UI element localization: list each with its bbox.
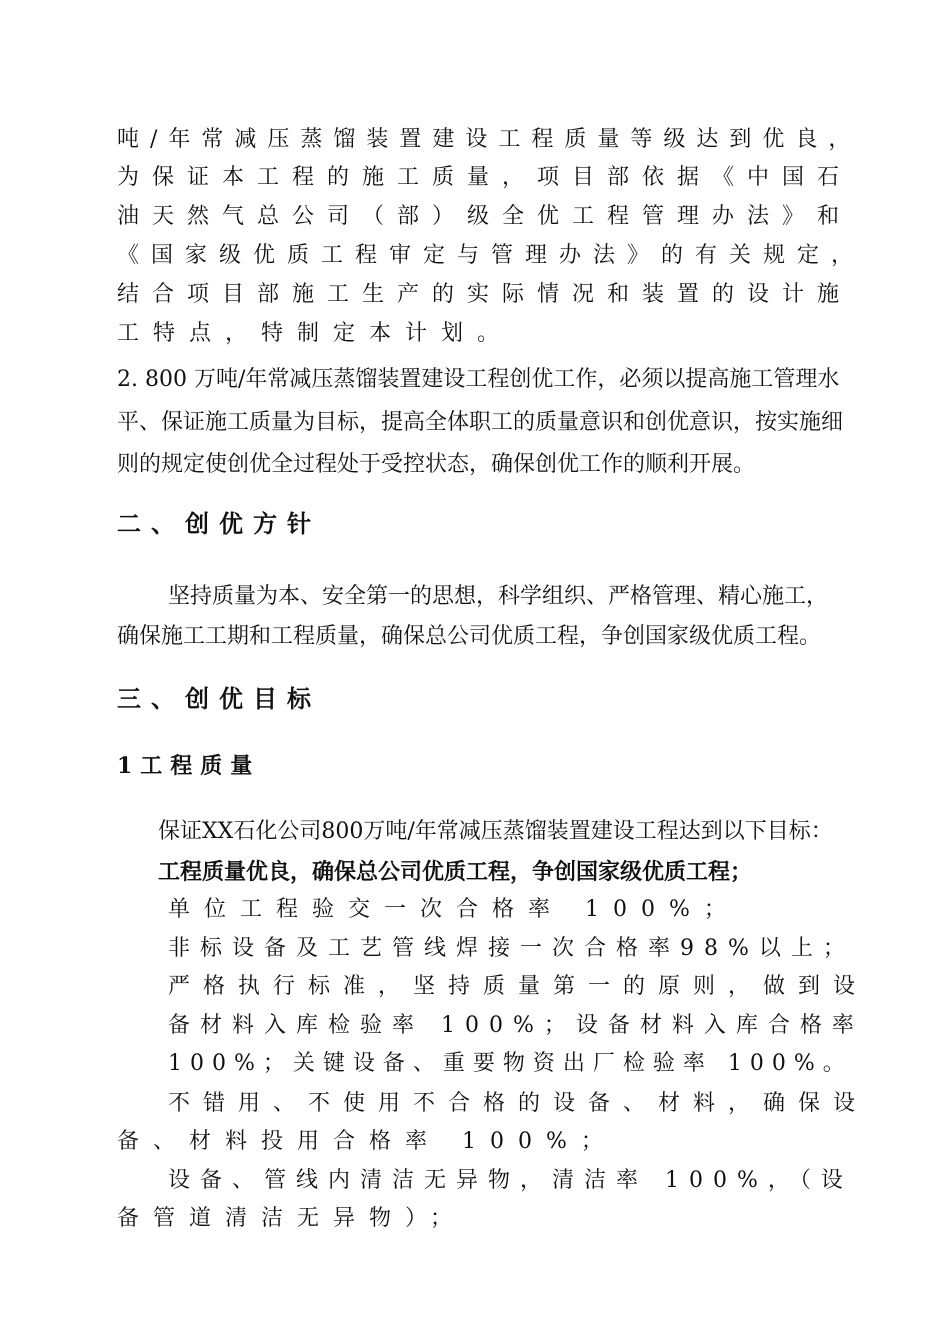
goal-line-6: 不错用、不使用不合格的设备、材料，确保设 (168, 1091, 869, 1116)
goal-line-5: 100%；关键设备、重要物资出厂检验率 100%。 (168, 1051, 853, 1076)
section2-line-1: 坚持质量为本、安全第一的思想，科学组织、严格管理、精心施工， (168, 584, 829, 609)
goal-line-2: 非标设备及工艺管线焊接一次合格率98%以上； (168, 936, 855, 961)
intro-line-5: 结合项目部施工生产的实际情况和装置的设计施 (117, 282, 853, 307)
intro-line-3: 油天然气总公司（部）级全优工程管理办法》和 (117, 204, 853, 229)
goal-line-3: 严格执行标准，坚持质量第一的原则，做到设 (168, 974, 869, 999)
item2-line-1: 2. 800 万吨/年常减压蒸馏装置建设工程创优工作，必须以提高施工管理水 (117, 367, 840, 392)
section3-sub1-heading: 1工程质量 (117, 753, 261, 779)
goal-line-8: 设备、管线内清洁无异物，清洁率 100%，（设 (168, 1168, 853, 1193)
intro-line-1: 吨/年常减压蒸馏装置建设工程质量等级达到优良， (117, 127, 862, 152)
intro-line-4: 《国家级优质工程审定与管理办法》的有关规定， (117, 243, 866, 268)
intro-line-2: 为保证本工程的施工质量，项目部依据《中国石 (117, 165, 853, 190)
item2-line-3: 则的规定使创优全过程处于受控状态，确保创优工作的顺利开展。 (117, 452, 756, 477)
goal-line-1: 单位工程验交一次合格率 100%； (168, 897, 740, 922)
goal-line-9: 备管道清洁无异物）； (117, 1206, 467, 1231)
intro-line-6: 工特点，特制定本计划。 (117, 321, 514, 346)
section3-heading: 三、创优目标 (117, 684, 321, 713)
goal-quality-bold: 工程质量优良，确保总公司优质工程，争创国家级优质工程； (158, 859, 753, 885)
goal-line-7: 备、材料投用合格率 100%； (117, 1129, 617, 1154)
item2-line-2: 平、保证施工质量为目标，提高全体职工的质量意识和创优意识，按实施细 (117, 410, 844, 435)
section2-line-2: 确保施工工期和工程质量，确保总公司优质工程，争创国家级优质工程。 (117, 624, 822, 649)
goal-line-4: 备材料入库检验率 100%；设备材料入库合格率 (168, 1013, 864, 1038)
goal-intro: 保证XX石化公司800万吨/年常减压蒸馏装置建设工程达到以下目标： (158, 819, 833, 844)
section2-heading: 二、创优方针 (117, 509, 321, 538)
